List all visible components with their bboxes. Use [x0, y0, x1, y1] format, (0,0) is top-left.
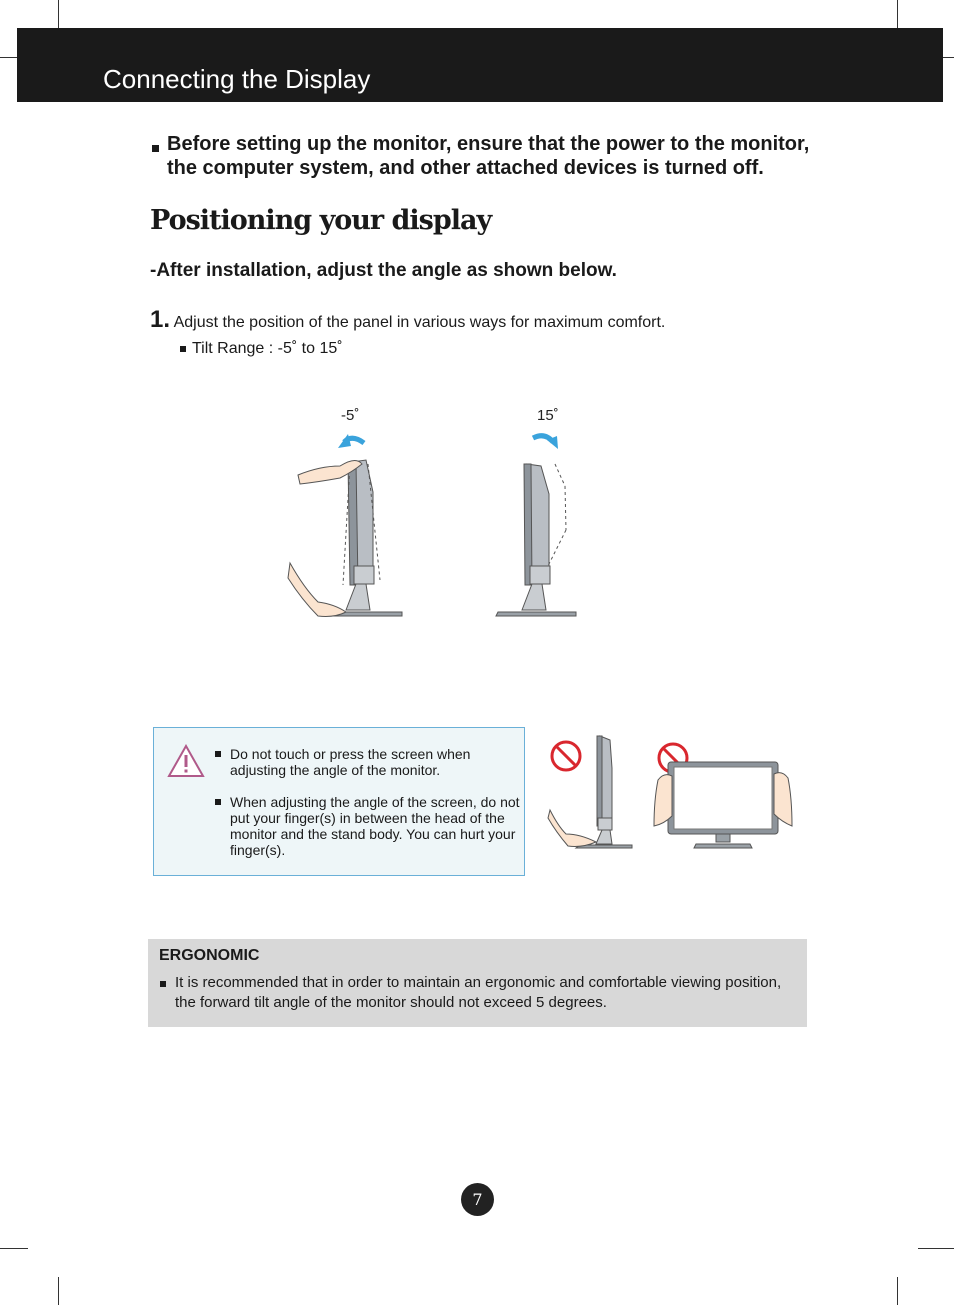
tilt-back-arrow-icon	[338, 434, 364, 448]
intro-text: Before setting up the monitor, ensure that the power to the monitor, the computer system, and other attached devices is turned off.	[167, 133, 810, 179]
step-number: 1.	[150, 306, 171, 333]
header-bar	[17, 28, 943, 102]
monitor-side-view-icon	[322, 460, 402, 616]
bullet	[215, 751, 221, 757]
hand-icon	[548, 810, 596, 847]
page-number: 7	[461, 1183, 494, 1216]
intro-notice	[152, 132, 832, 180]
crop-mark	[58, 0, 59, 28]
step-text: Adjust the position of the panel in various ways for maximum comfort.	[173, 314, 666, 331]
warning-triangle-icon	[167, 744, 205, 778]
crop-mark	[897, 0, 898, 28]
warning-item	[230, 746, 520, 778]
page-title: Connecting the Display	[103, 64, 371, 94]
crop-mark	[918, 1248, 954, 1249]
bullet	[215, 799, 221, 805]
prohibited-icon	[552, 742, 580, 770]
warning-item-text: When adjusting the angle of the screen, do not put your finger(s) in between the head of the monitor and the stand body. You can hurt your finger(s).	[230, 794, 520, 858]
monitor-front-view-icon	[668, 762, 778, 848]
prohibited-figure	[540, 728, 800, 858]
tilt-forward-arrow-icon	[533, 436, 558, 449]
crop-mark	[58, 1277, 59, 1305]
crop-mark	[943, 57, 954, 58]
crop-mark	[0, 1248, 28, 1249]
warning-box	[153, 727, 525, 876]
bullet	[180, 346, 186, 352]
section-heading: Positioning your display	[150, 205, 492, 236]
monitor-side-view-icon	[496, 464, 576, 616]
bullet	[160, 981, 166, 987]
tilt-range-text: Tilt Range : -5˚ to 15˚	[192, 340, 343, 357]
tilt-range	[180, 340, 343, 358]
monitor-side-view-icon	[576, 736, 632, 848]
ergonomic-box	[148, 939, 807, 1027]
ergonomic-title: ERGONOMIC	[159, 947, 260, 964]
warning-item	[230, 794, 520, 858]
step-1	[150, 306, 665, 334]
angle-label-back: -5˚	[341, 407, 360, 424]
crop-mark	[897, 1277, 898, 1305]
bullet	[152, 145, 159, 152]
tilt-figure	[0, 420, 954, 660]
warning-item-text: Do not touch or press the screen when adjusting the angle of the monitor.	[230, 746, 471, 778]
section-subheading: -After installation, adjust the angle as shown below.	[150, 260, 617, 281]
angle-label-forward: 15˚	[537, 407, 559, 424]
crop-mark	[0, 57, 17, 58]
ergonomic-text: It is recommended that in order to maintain an ergonomic and comfortable viewing position, the forward tilt angle of the monitor should not exceed 5 degrees.	[175, 974, 782, 1011]
